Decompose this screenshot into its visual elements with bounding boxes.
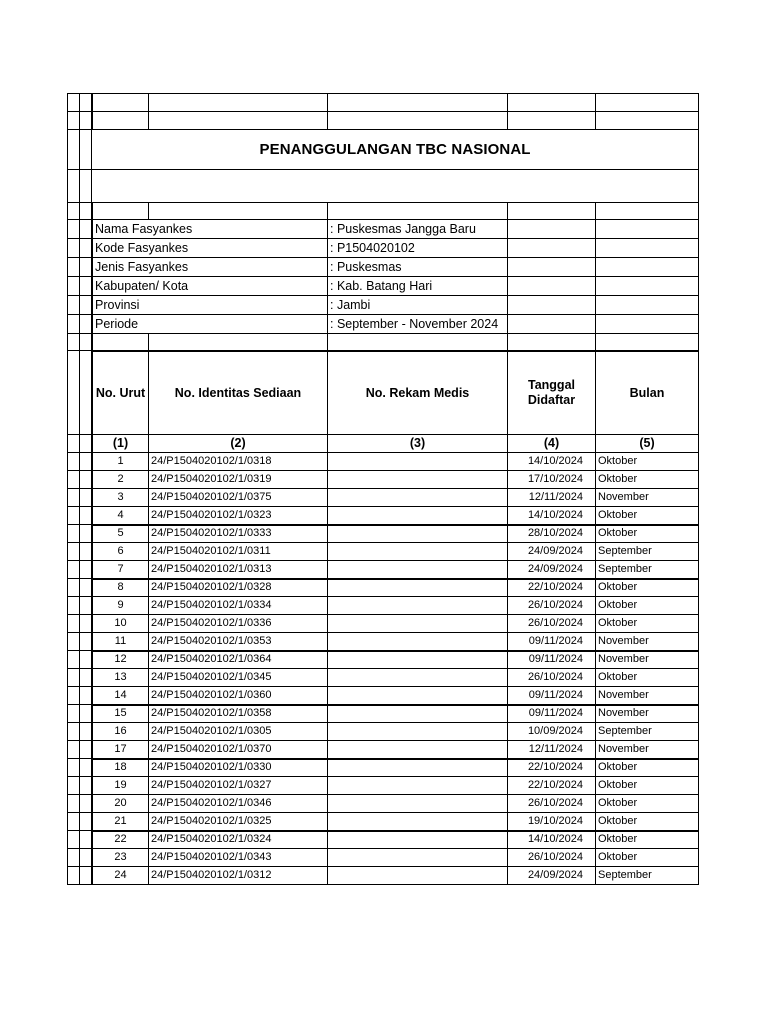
row-number: 22 (93, 831, 149, 849)
month: September (596, 561, 699, 579)
cell (596, 220, 699, 239)
medical-record-no (328, 759, 508, 777)
registration-date: 24/09/2024 (508, 561, 596, 579)
gutter-cell (68, 315, 80, 334)
table-row (68, 777, 699, 795)
registration-date: 09/11/2024 (508, 633, 596, 651)
cell (508, 239, 596, 258)
blank-row (68, 94, 699, 112)
registration-date: 24/09/2024 (508, 867, 596, 885)
month: November (596, 687, 699, 705)
medical-record-no (328, 723, 508, 741)
registration-date: 17/10/2024 (508, 471, 596, 489)
medical-record-no (328, 813, 508, 831)
table-row (68, 579, 699, 597)
registration-date: 19/10/2024 (508, 813, 596, 831)
registration-date: 26/10/2024 (508, 597, 596, 615)
row-number: 11 (93, 633, 149, 651)
table-row (68, 543, 699, 561)
specimen-id: 24/P1504020102/1/0305 (149, 723, 328, 741)
table-row (68, 471, 699, 489)
column-header: Tanggal Didaftar (508, 351, 596, 435)
table-row (68, 705, 699, 723)
table-row (68, 525, 699, 543)
specimen-id: 24/P1504020102/1/0327 (149, 777, 328, 795)
gutter-cell (80, 258, 92, 277)
gutter-cell (80, 471, 92, 489)
gutter-cell (80, 489, 92, 507)
registration-date: 22/10/2024 (508, 759, 596, 777)
medical-record-no (328, 651, 508, 669)
info-row (68, 258, 699, 277)
medical-record-no (328, 849, 508, 867)
info-value: : P1504020102 (328, 239, 508, 258)
info-row (68, 220, 699, 239)
table-row (68, 453, 699, 471)
gutter-cell (68, 561, 80, 579)
row-number: 4 (93, 507, 149, 525)
specimen-id: 24/P1504020102/1/0333 (149, 525, 328, 543)
gutter-cell (68, 867, 80, 885)
row-number: 21 (93, 813, 149, 831)
table-row (68, 687, 699, 705)
table-row (68, 741, 699, 759)
month: November (596, 651, 699, 669)
gutter-cell (80, 633, 92, 651)
medical-record-no (328, 597, 508, 615)
row-number: 7 (93, 561, 149, 579)
registration-date: 22/10/2024 (508, 579, 596, 597)
specimen-id: 24/P1504020102/1/0334 (149, 597, 328, 615)
specimen-id: 24/P1504020102/1/0318 (149, 453, 328, 471)
cell (508, 277, 596, 296)
register-table (67, 93, 699, 885)
specimen-id: 24/P1504020102/1/0358 (149, 705, 328, 723)
blank-row (68, 203, 699, 220)
table-row (68, 669, 699, 687)
registration-date: 10/09/2024 (508, 723, 596, 741)
gutter-cell (80, 597, 92, 615)
table-row (68, 831, 699, 849)
gutter-cell (68, 507, 80, 525)
medical-record-no (328, 669, 508, 687)
medical-record-no (328, 615, 508, 633)
row-number: 20 (93, 795, 149, 813)
medical-record-no (328, 543, 508, 561)
gutter-cell (68, 258, 80, 277)
info-value: : Kab. Batang Hari (328, 277, 508, 296)
gutter-cell (80, 277, 92, 296)
row-number: 15 (93, 705, 149, 723)
medical-record-no (328, 741, 508, 759)
gutter-cell (68, 543, 80, 561)
row-number: 12 (93, 651, 149, 669)
specimen-id: 24/P1504020102/1/0330 (149, 759, 328, 777)
specimen-id: 24/P1504020102/1/0312 (149, 867, 328, 885)
month: Oktober (596, 669, 699, 687)
cell (596, 258, 699, 277)
month: November (596, 741, 699, 759)
title-row (68, 130, 699, 170)
specimen-id: 24/P1504020102/1/0353 (149, 633, 328, 651)
page-title: PENANGGULANGAN TBC NASIONAL (92, 130, 699, 170)
gutter-cell (80, 849, 92, 867)
gutter-cell (68, 633, 80, 651)
table-row (68, 813, 699, 831)
specimen-id: 24/P1504020102/1/0375 (149, 489, 328, 507)
info-row (68, 239, 699, 258)
specimen-id: 24/P1504020102/1/0323 (149, 507, 328, 525)
gutter-cell (80, 687, 92, 705)
row-number: 23 (93, 849, 149, 867)
gutter-cell (68, 777, 80, 795)
row-number: 6 (93, 543, 149, 561)
month: Oktober (596, 759, 699, 777)
column-header: No. Urut (93, 351, 149, 435)
month: Oktober (596, 849, 699, 867)
cell (149, 334, 328, 351)
registration-date: 12/11/2024 (508, 741, 596, 759)
gutter-cell (68, 296, 80, 315)
cell (596, 239, 699, 258)
info-row (68, 296, 699, 315)
month: November (596, 633, 699, 651)
info-row (68, 277, 699, 296)
gutter-cell (68, 453, 80, 471)
specimen-id: 24/P1504020102/1/0313 (149, 561, 328, 579)
table-row (68, 633, 699, 651)
medical-record-no (328, 633, 508, 651)
gutter-cell (68, 705, 80, 723)
medical-record-no (328, 795, 508, 813)
gutter-cell (68, 813, 80, 831)
gutter-cell (80, 435, 92, 453)
cell (508, 220, 596, 239)
medical-record-no (328, 453, 508, 471)
info-value: : Puskesmas Jangga Baru (328, 220, 508, 239)
cell (596, 296, 699, 315)
info-row (68, 315, 699, 334)
blank-row (68, 170, 699, 203)
gutter-cell (68, 525, 80, 543)
gutter-cell (68, 435, 80, 453)
month: Oktober (596, 795, 699, 813)
gutter-cell (68, 615, 80, 633)
gutter-cell (68, 741, 80, 759)
info-label: Provinsi (93, 296, 328, 315)
column-number: (2) (149, 435, 328, 453)
info-label: Kode Fasyankes (93, 239, 328, 258)
row-number: 2 (93, 471, 149, 489)
column-number: (1) (93, 435, 149, 453)
row-number: 3 (93, 489, 149, 507)
row-number: 18 (93, 759, 149, 777)
gutter-cell (68, 579, 80, 597)
registration-date: 24/09/2024 (508, 543, 596, 561)
registration-date: 26/10/2024 (508, 795, 596, 813)
medical-record-no (328, 579, 508, 597)
cell (596, 334, 699, 351)
specimen-id: 24/P1504020102/1/0346 (149, 795, 328, 813)
registration-date: 26/10/2024 (508, 669, 596, 687)
specimen-id: 24/P1504020102/1/0360 (149, 687, 328, 705)
column-number-row (68, 435, 699, 453)
specimen-id: 24/P1504020102/1/0324 (149, 831, 328, 849)
gutter-cell (80, 777, 92, 795)
registration-date: 26/10/2024 (508, 615, 596, 633)
specimen-id: 24/P1504020102/1/0343 (149, 849, 328, 867)
column-number: (5) (596, 435, 699, 453)
month: Oktober (596, 507, 699, 525)
gutter-cell (68, 239, 80, 258)
info-label: Jenis Fasyankes (93, 258, 328, 277)
specimen-id: 24/P1504020102/1/0336 (149, 615, 328, 633)
table-row (68, 615, 699, 633)
gutter-cell (80, 525, 92, 543)
medical-record-no (328, 831, 508, 849)
specimen-id: 24/P1504020102/1/0345 (149, 669, 328, 687)
cell (508, 315, 596, 334)
row-number: 17 (93, 741, 149, 759)
gutter-cell (80, 351, 92, 435)
cell (596, 277, 699, 296)
specimen-id: 24/P1504020102/1/0311 (149, 543, 328, 561)
cell (508, 258, 596, 277)
month: Oktober (596, 579, 699, 597)
table-row (68, 651, 699, 669)
gutter-cell (80, 579, 92, 597)
medical-record-no (328, 687, 508, 705)
gutter-cell (80, 723, 92, 741)
month: September (596, 723, 699, 741)
row-number: 24 (93, 867, 149, 885)
medical-record-no (328, 867, 508, 885)
row-number: 16 (93, 723, 149, 741)
gutter-cell (68, 687, 80, 705)
row-number: 14 (93, 687, 149, 705)
specimen-id: 24/P1504020102/1/0370 (149, 741, 328, 759)
blank-row (68, 334, 699, 351)
registration-date: 22/10/2024 (508, 777, 596, 795)
month: November (596, 705, 699, 723)
gutter-cell (68, 351, 80, 435)
info-value: : Jambi (328, 296, 508, 315)
month: Oktober (596, 777, 699, 795)
cell (508, 296, 596, 315)
row-number: 5 (93, 525, 149, 543)
month: September (596, 867, 699, 885)
medical-record-no (328, 489, 508, 507)
gutter-cell (80, 543, 92, 561)
gutter-cell (80, 651, 92, 669)
gutter-cell (68, 831, 80, 849)
gutter-cell (68, 849, 80, 867)
gutter-cell (80, 759, 92, 777)
info-value: : September - November 2024 (328, 315, 508, 334)
row-number: 10 (93, 615, 149, 633)
row-number: 19 (93, 777, 149, 795)
table-row (68, 561, 699, 579)
month: Oktober (596, 453, 699, 471)
table-row (68, 489, 699, 507)
registration-date: 09/11/2024 (508, 651, 596, 669)
registration-date: 09/11/2024 (508, 705, 596, 723)
registration-date: 28/10/2024 (508, 525, 596, 543)
medical-record-no (328, 777, 508, 795)
table-row (68, 849, 699, 867)
gutter-cell (68, 759, 80, 777)
cell (508, 334, 596, 351)
gutter-cell (80, 507, 92, 525)
blank-row (68, 112, 699, 130)
table-row (68, 867, 699, 885)
gutter-cell (80, 741, 92, 759)
registration-date: 12/11/2024 (508, 489, 596, 507)
month: Oktober (596, 831, 699, 849)
registration-date: 26/10/2024 (508, 849, 596, 867)
month: Oktober (596, 471, 699, 489)
gutter-cell (68, 471, 80, 489)
gutter-cell (80, 239, 92, 258)
row-number: 1 (93, 453, 149, 471)
table-row (68, 723, 699, 741)
cell (596, 315, 699, 334)
info-label: Kabupaten/ Kota (93, 277, 328, 296)
gutter-cell (80, 669, 92, 687)
gutter-cell (80, 705, 92, 723)
gutter-cell (80, 867, 92, 885)
medical-record-no (328, 561, 508, 579)
medical-record-no (328, 525, 508, 543)
column-header: No. Identitas Sediaan (149, 351, 328, 435)
medical-record-no (328, 471, 508, 489)
month: September (596, 543, 699, 561)
table-row (68, 597, 699, 615)
registration-date: 14/10/2024 (508, 453, 596, 471)
info-label: Periode (93, 315, 328, 334)
month: Oktober (596, 813, 699, 831)
gutter-cell (68, 723, 80, 741)
specimen-id: 24/P1504020102/1/0325 (149, 813, 328, 831)
gutter-cell (68, 795, 80, 813)
gutter-cell (68, 334, 80, 351)
gutter-cell (80, 334, 92, 351)
gutter-cell (80, 615, 92, 633)
info-label: Nama Fasyankes (93, 220, 328, 239)
gutter-cell (68, 669, 80, 687)
month: Oktober (596, 597, 699, 615)
row-number: 8 (93, 579, 149, 597)
table-row (68, 507, 699, 525)
medical-record-no (328, 705, 508, 723)
gutter-cell (80, 296, 92, 315)
gutter-cell (68, 651, 80, 669)
column-header-row (68, 351, 699, 435)
month: Oktober (596, 615, 699, 633)
table-row (68, 759, 699, 777)
column-header: No. Rekam Medis (328, 351, 508, 435)
column-header: Bulan (596, 351, 699, 435)
month: Oktober (596, 525, 699, 543)
medical-record-no (328, 507, 508, 525)
column-number: (3) (328, 435, 508, 453)
registration-date: 14/10/2024 (508, 831, 596, 849)
info-value: : Puskesmas (328, 258, 508, 277)
registration-date: 09/11/2024 (508, 687, 596, 705)
gutter-cell (68, 277, 80, 296)
spreadsheet (67, 93, 698, 885)
gutter-cell (68, 220, 80, 239)
specimen-id: 24/P1504020102/1/0319 (149, 471, 328, 489)
gutter-cell (80, 813, 92, 831)
gutter-cell (80, 315, 92, 334)
cell (328, 334, 508, 351)
table-row (68, 795, 699, 813)
gutter-cell (80, 561, 92, 579)
specimen-id: 24/P1504020102/1/0364 (149, 651, 328, 669)
row-number: 9 (93, 597, 149, 615)
cell (93, 334, 149, 351)
row-number: 13 (93, 669, 149, 687)
column-number: (4) (508, 435, 596, 453)
month: November (596, 489, 699, 507)
gutter-cell (80, 795, 92, 813)
gutter-cell (68, 597, 80, 615)
registration-date: 14/10/2024 (508, 507, 596, 525)
gutter-cell (80, 453, 92, 471)
gutter-cell (68, 489, 80, 507)
gutter-cell (80, 220, 92, 239)
specimen-id: 24/P1504020102/1/0328 (149, 579, 328, 597)
gutter-cell (80, 831, 92, 849)
